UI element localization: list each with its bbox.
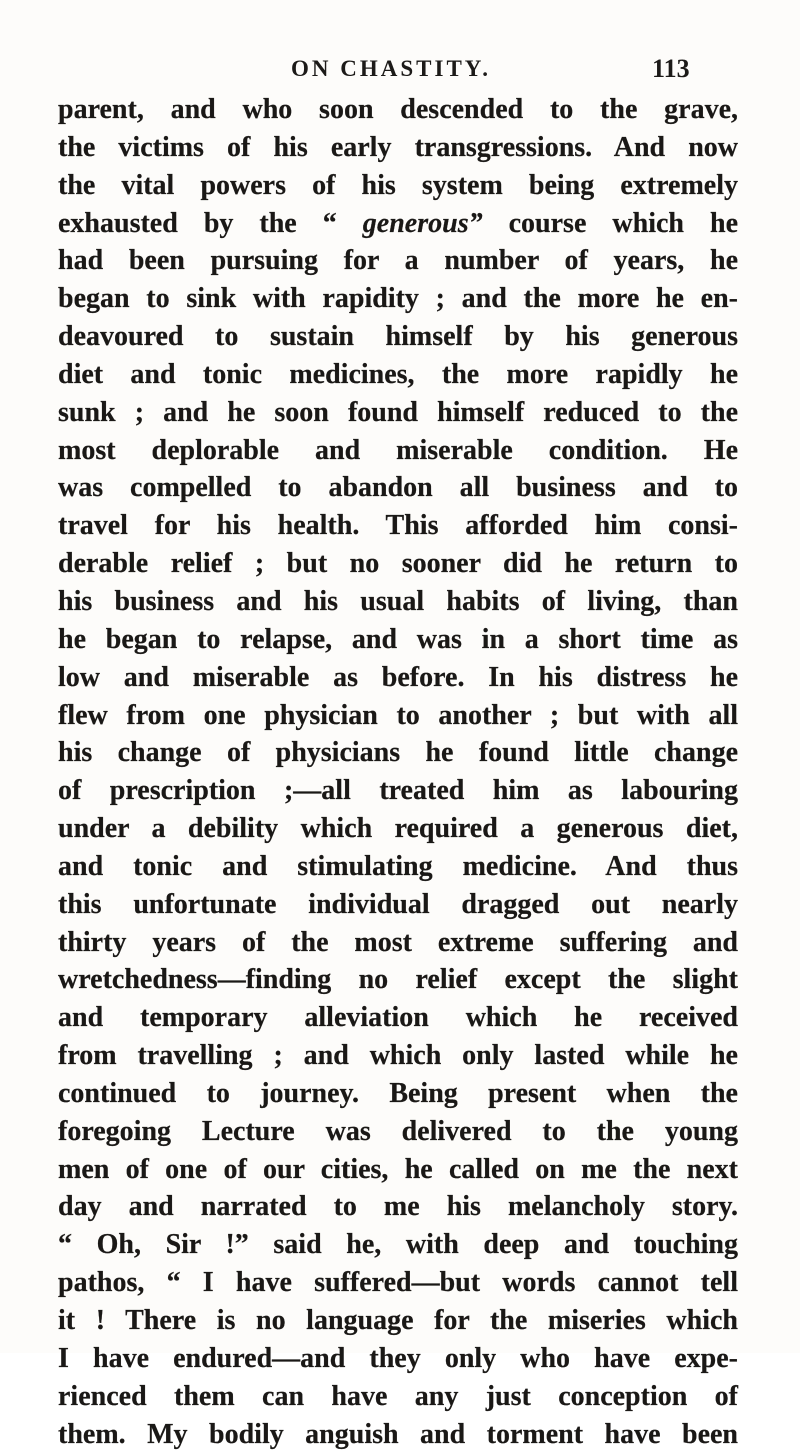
text-line: derable relief ; but no sooner did he return to: [58, 548, 738, 580]
text-line: and temporary alleviation which he received: [58, 1002, 738, 1034]
page-number: 113: [652, 54, 690, 83]
text-line: flew from one physician to another ; but with all: [58, 699, 738, 731]
text-line: continued to journey. Being present when the: [58, 1077, 738, 1109]
running-head: [0, 54, 800, 94]
text-line: was compelled to abandon all business and to: [58, 472, 738, 504]
text-run: exhausted by the “: [58, 207, 363, 239]
running-title: ON CHASTITY.: [291, 56, 492, 81]
text-line: from travelling ; and which only lasted while he: [58, 1040, 738, 1072]
text-line: foregoing Lecture was delivered to the young: [58, 1115, 738, 1147]
text-line: sunk ; and he soon found himself reduced to the: [58, 396, 738, 428]
text-line: “ Oh, Sir !” said he, with deep and touching: [58, 1229, 738, 1261]
text-run: course which he: [482, 207, 738, 239]
text-line: day and narrated to me his melancholy story.: [58, 1191, 738, 1223]
text-line: travel for his health. This afforded him consi-: [58, 510, 738, 542]
text-line: diet and tonic medicines, the more rapidly he: [58, 358, 738, 390]
text-line: deavoured to sustain himself by his generous: [58, 321, 738, 353]
text-line: them. My bodily anguish and torment have been: [58, 1418, 738, 1450]
text-line: his business and his usual habits of living, than: [58, 585, 738, 617]
text-line: low and miserable as before. In his distress he: [58, 661, 738, 693]
text-line: began to sink with rapidity ; and the more he en-: [58, 283, 738, 315]
text-line: men of one of our cities, he called on me the next: [58, 1153, 738, 1185]
text-line: thirty years of the most extreme suffering and: [58, 926, 738, 958]
text-line: I have endured—and they only who have expe-: [58, 1342, 738, 1374]
text-line: this unfortunate individual dragged out nearly: [58, 888, 738, 920]
text-line: of prescription ;—all treated him as labouring: [58, 775, 738, 807]
text-line: it ! There is no language for the miseries which: [58, 1305, 738, 1336]
text-line: [58, 205, 738, 243]
text-line: the vital powers of his system being extremely: [58, 169, 738, 201]
text-line: and tonic and stimulating medicine. And thus: [58, 850, 738, 882]
body-text: [58, 91, 738, 1453]
text-line: rienced them can have any just conception of: [58, 1380, 738, 1412]
text-line: pathos, “ I have suffered—but words cannot tell: [58, 1267, 738, 1299]
text-line: parent, and who soon descended to the grave,: [58, 94, 738, 125]
text-line: his change of physicians he found little change: [58, 737, 738, 769]
text-line: the victims of his early transgressions. And now: [58, 131, 738, 163]
emphasized-word: generous”: [362, 207, 483, 239]
text-line: under a debility which required a generous diet,: [58, 813, 738, 845]
text-line: most deplorable and miserable condition. He: [58, 434, 738, 466]
text-line: had been pursuing for a number of years, he: [58, 245, 738, 277]
text-line: he began to relapse, and was in a short time as: [58, 623, 738, 655]
text-line: wretchedness—finding no relief except the slight: [58, 964, 738, 996]
